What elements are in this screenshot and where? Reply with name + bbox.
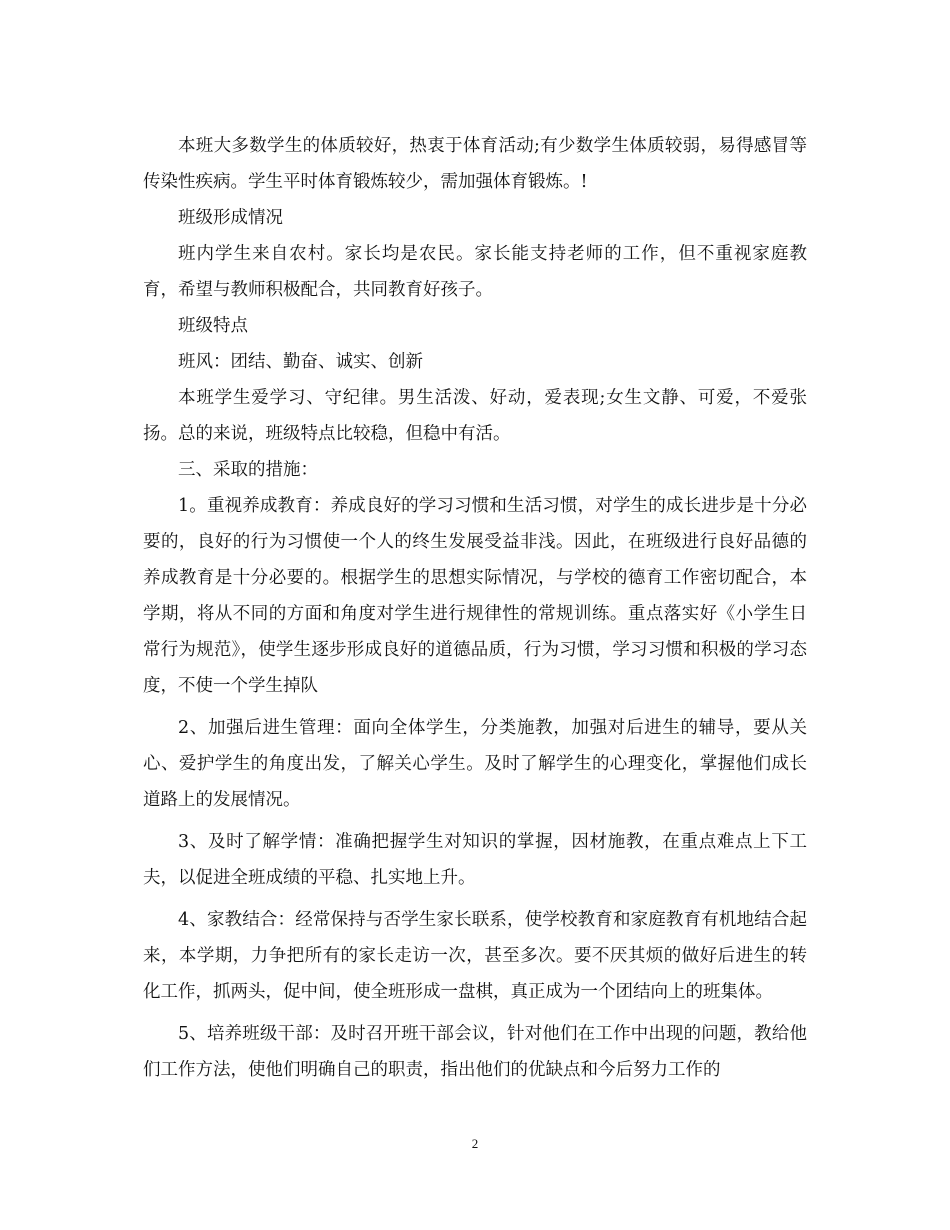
heading-measures: 三、采取的措施： <box>178 460 318 480</box>
heading-class-formation: 班级形成情况 <box>178 208 283 228</box>
page-number: 2 <box>471 1136 479 1151</box>
paragraph-student-character: 本班学生爱学习、守纪律。男生活泼、好动，爱表现;女生文静、可爱，不爱张扬。总的来说，班级特点比较稳，但稳中有活。 <box>143 388 807 444</box>
paragraph-measure-5: 5、培养班级干部：及时召开班干部会议，针对他们在工作中出现的问题，教给他们工作方法，使他们明确自己的职责，指出他们的优缺点和今后努力工作的 <box>143 1024 807 1080</box>
paragraph-measure-3: 3、及时了解学情：准确把握学生对知识的掌握，因材施教，在重点难点上下工夫，以促进全班成绩的平稳、扎实地上升。 <box>143 832 807 888</box>
document-body <box>143 128 807 1088</box>
paragraph-class-motto: 班风：团结、勤奋、诚实、创新 <box>178 352 423 372</box>
paragraph-family-background: 班内学生来自农村。家长均是农民。家长能支持老师的工作，但不重视家庭教育，希望与教师积极配合，共同教育好孩子。 <box>143 244 807 300</box>
paragraph-measure-4: 4、家教结合：经常保持与否学生家长联系，使学校教育和家庭教育有机地结合起来，本学期，力争把所有的家长走访一次，甚至多次。要不厌其烦的做好后进生的转化工作，抓两头，促中间，使全班形成一盘棋，真正成为一个团结向上的班集体。 <box>143 910 807 1002</box>
paragraph-physical-condition: 本班大多数学生的体质较好，热衷于体育活动;有少数学生体质较弱，易得感冒等传染性疾病。学生平时体育锻炼较少，需加强体育锻炼。! <box>143 136 807 192</box>
paragraph-measure-2: 2、加强后进生管理：面向全体学生，分类施教，加强对后进生的辅导，要从关心、爱护学生的角度出发，了解关心学生。及时了解学生的心理变化，掌握他们成长道路上的发展情况。 <box>143 718 807 810</box>
paragraph-measure-1: 1。重视养成教育：养成良好的学习习惯和生活习惯，对学生的成长进步是十分必要的，良好的行为习惯使一个人的终生发展受益非浅。因此，在班级进行良好品德的养成教育是十分必要的。根据学生的思想实际情况，与学校的德育工作密切配合，本学期，将从不同的方面和角度对学生进行规律性的常规训练。重点落实好《小学生日常行为规范》，使学生逐步形成良好的道德品质，行为习惯，学习习惯和积极的学习态度，不使一个学生掉队 <box>143 496 807 696</box>
heading-class-features: 班级特点 <box>178 316 248 336</box>
